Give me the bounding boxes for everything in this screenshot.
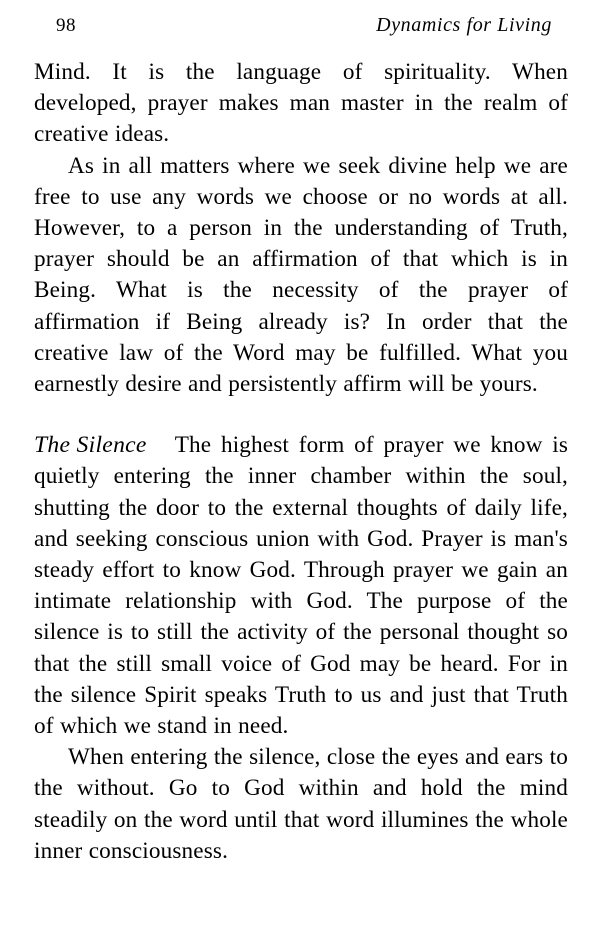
page-number: 98 (56, 15, 76, 36)
paragraph-4: When entering the silence, close the eyes and ears to the without. Go to God within and hold the mind steadily on the word until that word illumines the whole inner consciousness. (34, 744, 568, 864)
section-spacer (34, 400, 568, 430)
silence-section (34, 430, 568, 742)
running-head (56, 14, 552, 40)
paragraph-1: Mind. It is the language of spirituality. When developed, prayer makes man master in the realm of creative ideas. (34, 59, 568, 148)
section-heading: The Silence (34, 432, 147, 459)
paragraph-2: As in all matters where we seek divine help we are free to use any words we choose or no words at all. However, to a person in the understanding of Truth, prayer should be an affirmation of that which is in Being. What is the necessity of the prayer of affirmation if Being already is? In order that the creative law of the Word may be fulfilled. What you earnestly desire and persistently affirm will be yours. (34, 152, 568, 398)
body-text-column (34, 57, 568, 867)
paragraph-3: The highest form of prayer we know is quietly entering the inner chamber within the soul, shutting the door to the external thoughts of daily life, and seeking conscious union with God. Prayer is man's steady effort to know God. Through prayer we gain an intimate relationship with God. The purpose of the silence is to still the activity of the personal thought so that the still small voice of God may be heard. For in the silence Spirit speaks Truth to us and just that Truth of which we stand in need. (34, 432, 568, 740)
book-title: Dynamics for Living (376, 14, 552, 36)
